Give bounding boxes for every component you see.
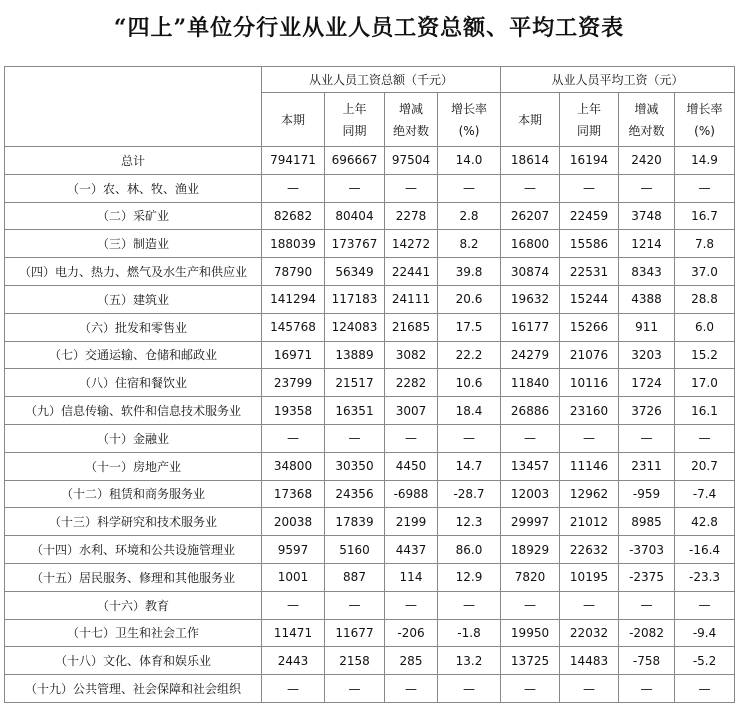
value-cell: — (438, 174, 501, 202)
table-row (5, 647, 735, 675)
value-cell: — (501, 675, 560, 703)
value-cell: — (262, 591, 325, 619)
value-cell: 26886 (501, 397, 560, 425)
value-cell: 10195 (560, 563, 619, 591)
value-cell: 4437 (385, 536, 438, 564)
value-cell: — (438, 424, 501, 452)
table-row (5, 285, 735, 313)
value-cell: 11677 (325, 619, 385, 647)
value-cell: 10.6 (438, 369, 501, 397)
header-current: 本期 (501, 93, 560, 147)
value-cell: 696667 (325, 147, 385, 175)
value-cell: — (262, 424, 325, 452)
value-cell: 7820 (501, 563, 560, 591)
value-cell: 12962 (560, 480, 619, 508)
value-cell: 82682 (262, 202, 325, 230)
value-cell: 117183 (325, 285, 385, 313)
value-cell: 11471 (262, 619, 325, 647)
value-cell: 1724 (619, 369, 675, 397)
value-cell: 10116 (560, 369, 619, 397)
value-cell: 22032 (560, 619, 619, 647)
value-cell: -23.3 (675, 563, 735, 591)
value-cell: 188039 (262, 230, 325, 258)
value-cell: — (619, 424, 675, 452)
value-cell: — (262, 174, 325, 202)
value-cell: — (325, 591, 385, 619)
value-cell: — (675, 424, 735, 452)
value-cell: 13725 (501, 647, 560, 675)
industry-name: （五）建筑业 (5, 285, 262, 313)
value-cell: 2.8 (438, 202, 501, 230)
value-cell: 145768 (262, 313, 325, 341)
header-diff: 增减 绝对数 (385, 93, 438, 147)
value-cell: 15244 (560, 285, 619, 313)
value-cell: 30350 (325, 452, 385, 480)
value-cell: -2082 (619, 619, 675, 647)
value-cell: 24279 (501, 341, 560, 369)
header-prev: 上年 同期 (560, 93, 619, 147)
value-cell: 22441 (385, 258, 438, 286)
value-cell: 16177 (501, 313, 560, 341)
value-cell: 24111 (385, 285, 438, 313)
value-cell: 13889 (325, 341, 385, 369)
value-cell: 285 (385, 647, 438, 675)
value-cell: 12003 (501, 480, 560, 508)
value-cell: 17368 (262, 480, 325, 508)
value-cell: 16800 (501, 230, 560, 258)
value-cell: 11840 (501, 369, 560, 397)
value-cell: 1214 (619, 230, 675, 258)
value-cell: 2278 (385, 202, 438, 230)
value-cell: 17.0 (675, 369, 735, 397)
table-row (5, 591, 735, 619)
value-cell: — (385, 675, 438, 703)
value-cell: 141294 (262, 285, 325, 313)
industry-name: （十四）水利、环境和公共设施管理业 (5, 536, 262, 564)
value-cell: — (385, 174, 438, 202)
value-cell: -7.4 (675, 480, 735, 508)
header-row-groups (5, 67, 735, 93)
value-cell: — (675, 675, 735, 703)
value-cell: 29997 (501, 508, 560, 536)
table-row (5, 397, 735, 425)
header-prev: 上年 同期 (325, 93, 385, 147)
value-cell: 7.8 (675, 230, 735, 258)
value-cell: 14.9 (675, 147, 735, 175)
table-row (5, 563, 735, 591)
table-row (5, 174, 735, 202)
value-cell: 794171 (262, 147, 325, 175)
value-cell: 86.0 (438, 536, 501, 564)
industry-name: （四）电力、热力、燃气及水生产和供应业 (5, 258, 262, 286)
value-cell: 4450 (385, 452, 438, 480)
value-cell: 8.2 (438, 230, 501, 258)
value-cell: -5.2 (675, 647, 735, 675)
header-diff: 增减 绝对数 (619, 93, 675, 147)
value-cell: 24356 (325, 480, 385, 508)
industry-name: （十三）科学研究和技术服务业 (5, 508, 262, 536)
value-cell: — (675, 591, 735, 619)
value-cell: 15266 (560, 313, 619, 341)
industry-name: （十九）公共管理、社会保障和社会组织 (5, 675, 262, 703)
value-cell: 19632 (501, 285, 560, 313)
value-cell: 2158 (325, 647, 385, 675)
value-cell: 8343 (619, 258, 675, 286)
value-cell: 23160 (560, 397, 619, 425)
wage-table (4, 66, 735, 703)
value-cell: 15586 (560, 230, 619, 258)
value-cell: — (560, 174, 619, 202)
value-cell: -758 (619, 647, 675, 675)
value-cell: 16.1 (675, 397, 735, 425)
value-cell: 5160 (325, 536, 385, 564)
value-cell: — (619, 675, 675, 703)
industry-name: （九）信息传输、软件和信息技术服务业 (5, 397, 262, 425)
value-cell: — (325, 174, 385, 202)
value-cell: -3703 (619, 536, 675, 564)
value-cell: 78790 (262, 258, 325, 286)
value-cell: 56349 (325, 258, 385, 286)
value-cell: 2311 (619, 452, 675, 480)
industry-name: （十）金融业 (5, 424, 262, 452)
value-cell: 18.4 (438, 397, 501, 425)
value-cell: 14.7 (438, 452, 501, 480)
value-cell: 22459 (560, 202, 619, 230)
value-cell: 4388 (619, 285, 675, 313)
value-cell: 16194 (560, 147, 619, 175)
value-cell: — (262, 675, 325, 703)
value-cell: 17.5 (438, 313, 501, 341)
table-row (5, 202, 735, 230)
industry-name: （三）制造业 (5, 230, 262, 258)
table-row (5, 341, 735, 369)
value-cell: -959 (619, 480, 675, 508)
value-cell: 16351 (325, 397, 385, 425)
table-row (5, 480, 735, 508)
industry-name: （十二）租赁和商务服务业 (5, 480, 262, 508)
value-cell: 12.9 (438, 563, 501, 591)
table-row (5, 619, 735, 647)
table-title: “四上”单位分行业从业人员工资总额、平均工资表 (113, 15, 625, 41)
value-cell: 8985 (619, 508, 675, 536)
header-rate: 增长率 (%) (438, 93, 501, 147)
value-cell: 80404 (325, 202, 385, 230)
value-cell: 22.2 (438, 341, 501, 369)
value-cell: -16.4 (675, 536, 735, 564)
value-cell: 14.0 (438, 147, 501, 175)
value-cell: 911 (619, 313, 675, 341)
industry-name: （二）采矿业 (5, 202, 262, 230)
value-cell: 13.2 (438, 647, 501, 675)
value-cell: — (501, 174, 560, 202)
value-cell: 42.8 (675, 508, 735, 536)
value-cell: 23799 (262, 369, 325, 397)
value-cell: — (560, 424, 619, 452)
value-cell: 173767 (325, 230, 385, 258)
industry-name: （八）住宿和餐饮业 (5, 369, 262, 397)
header-rate: 增长率 (%) (675, 93, 735, 147)
value-cell: 37.0 (675, 258, 735, 286)
table-row (5, 369, 735, 397)
value-cell: 12.3 (438, 508, 501, 536)
value-cell: 17839 (325, 508, 385, 536)
value-cell: 15.2 (675, 341, 735, 369)
value-cell: 13457 (501, 452, 560, 480)
table-row (5, 258, 735, 286)
value-cell: — (501, 424, 560, 452)
value-cell: 6.0 (675, 313, 735, 341)
value-cell: 21517 (325, 369, 385, 397)
value-cell: — (438, 591, 501, 619)
table-row (5, 230, 735, 258)
value-cell: 20038 (262, 508, 325, 536)
value-cell: 14483 (560, 647, 619, 675)
value-cell: 3007 (385, 397, 438, 425)
value-cell: 1001 (262, 563, 325, 591)
value-cell: — (560, 591, 619, 619)
industry-name: （十一）房地产业 (5, 452, 262, 480)
value-cell: -9.4 (675, 619, 735, 647)
value-cell: — (501, 591, 560, 619)
value-cell: 18929 (501, 536, 560, 564)
value-cell: 19358 (262, 397, 325, 425)
header-blank-cell (5, 67, 262, 147)
value-cell: 14272 (385, 230, 438, 258)
value-cell: 887 (325, 563, 385, 591)
industry-name: （十六）教育 (5, 591, 262, 619)
value-cell: 2420 (619, 147, 675, 175)
value-cell: 97504 (385, 147, 438, 175)
table-row (5, 147, 735, 175)
value-cell: 20.7 (675, 452, 735, 480)
value-cell: 3082 (385, 341, 438, 369)
value-cell: -28.7 (438, 480, 501, 508)
value-cell: 30874 (501, 258, 560, 286)
value-cell: — (619, 174, 675, 202)
value-cell: 21012 (560, 508, 619, 536)
value-cell: 114 (385, 563, 438, 591)
value-cell: 39.8 (438, 258, 501, 286)
table-row (5, 313, 735, 341)
value-cell: 22632 (560, 536, 619, 564)
value-cell: 3726 (619, 397, 675, 425)
header-current: 本期 (262, 93, 325, 147)
industry-name: （十五）居民服务、修理和其他服务业 (5, 563, 262, 591)
value-cell: — (325, 424, 385, 452)
industry-name: （十七）卫生和社会工作 (5, 619, 262, 647)
value-cell: 20.6 (438, 285, 501, 313)
value-cell: — (675, 174, 735, 202)
table-row (5, 508, 735, 536)
value-cell: 11146 (560, 452, 619, 480)
header-average-wage: 从业人员平均工资（元） (501, 67, 735, 93)
value-cell: — (619, 591, 675, 619)
table-row (5, 675, 735, 703)
value-cell: 18614 (501, 147, 560, 175)
value-cell: 16971 (262, 341, 325, 369)
table-row (5, 536, 735, 564)
industry-name: 总计 (5, 147, 262, 175)
value-cell: 16.7 (675, 202, 735, 230)
value-cell: 2282 (385, 369, 438, 397)
value-cell: — (438, 675, 501, 703)
industry-name: （一）农、林、牧、渔业 (5, 174, 262, 202)
value-cell: 34800 (262, 452, 325, 480)
table-row (5, 452, 735, 480)
value-cell: -1.8 (438, 619, 501, 647)
value-cell: -2375 (619, 563, 675, 591)
value-cell: 2443 (262, 647, 325, 675)
value-cell: 21076 (560, 341, 619, 369)
value-cell: -206 (385, 619, 438, 647)
value-cell: — (385, 424, 438, 452)
value-cell: 9597 (262, 536, 325, 564)
value-cell: 3203 (619, 341, 675, 369)
table-row (5, 424, 735, 452)
value-cell: 3748 (619, 202, 675, 230)
value-cell: 22531 (560, 258, 619, 286)
value-cell: — (325, 675, 385, 703)
industry-name: （十八）文化、体育和娱乐业 (5, 647, 262, 675)
header-total-wage: 从业人员工资总额（千元） (262, 67, 501, 93)
value-cell: 21685 (385, 313, 438, 341)
table-body (5, 147, 735, 703)
value-cell: — (385, 591, 438, 619)
value-cell: -6988 (385, 480, 438, 508)
value-cell: 124083 (325, 313, 385, 341)
value-cell: 28.8 (675, 285, 735, 313)
value-cell: 19950 (501, 619, 560, 647)
value-cell: — (560, 675, 619, 703)
industry-name: （七）交通运输、仓储和邮政业 (5, 341, 262, 369)
value-cell: 2199 (385, 508, 438, 536)
value-cell: 26207 (501, 202, 560, 230)
industry-name: （六）批发和零售业 (5, 313, 262, 341)
